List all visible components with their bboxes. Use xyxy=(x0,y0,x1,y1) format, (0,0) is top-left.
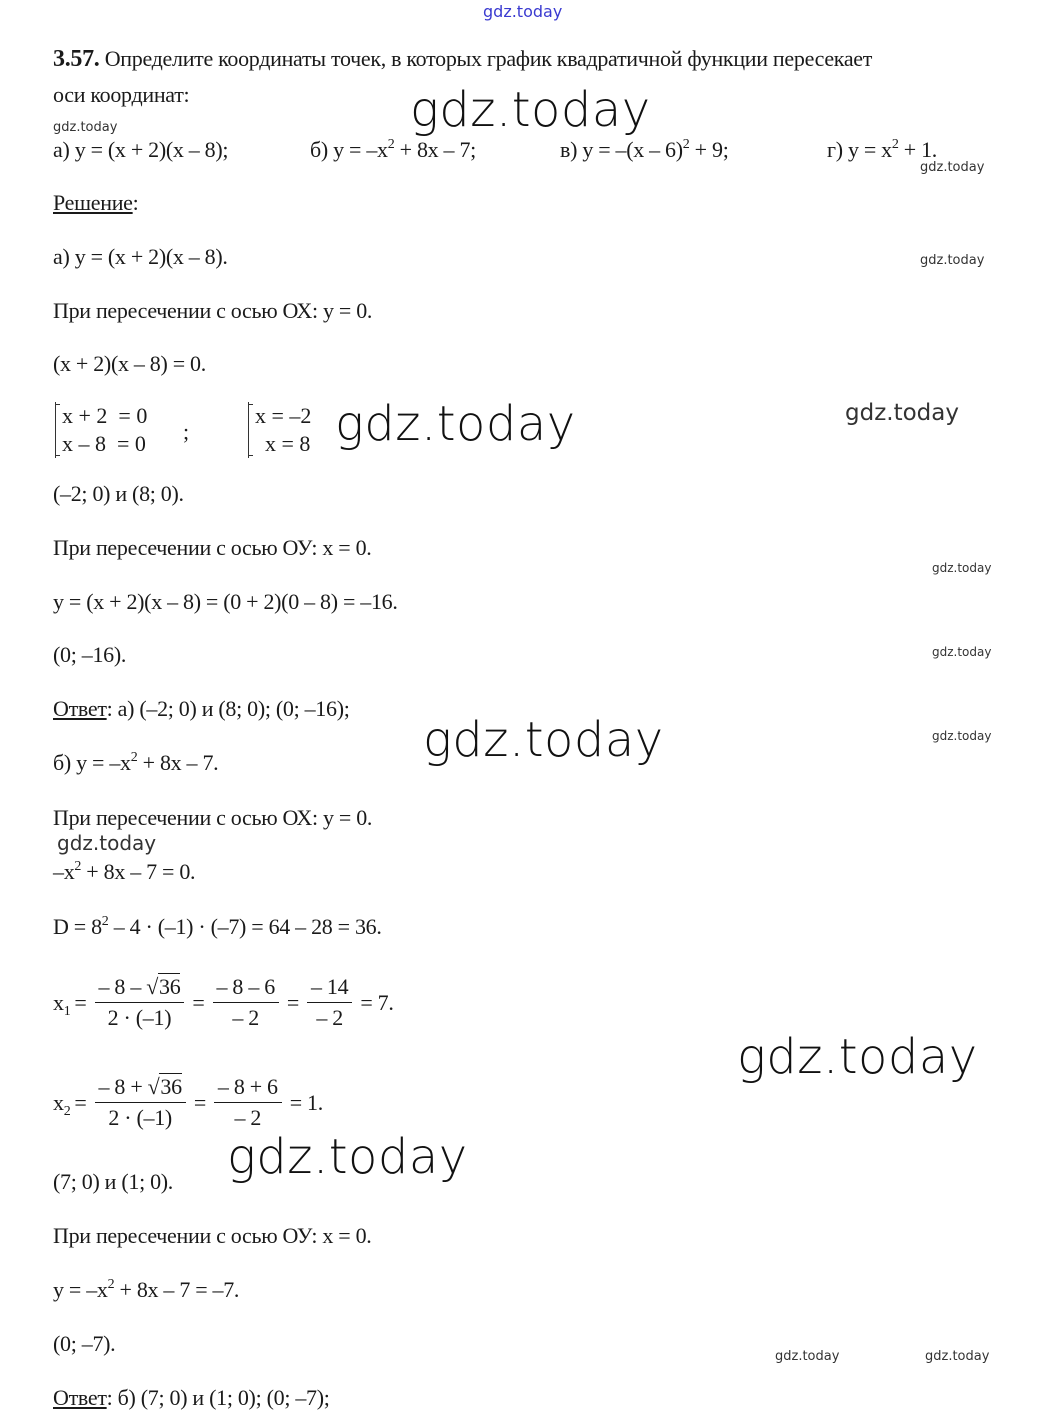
watermark: gdz.today xyxy=(57,831,157,855)
fraction: $\frac{- 8 - √36}{2 \cdot (-1)}$ xyxy=(95,972,185,1033)
watermark: gdz.today xyxy=(920,160,985,175)
part-a-point-oy: (0; –16). xyxy=(53,642,127,667)
option-g: г) $y = x^2 + 1$. xyxy=(827,137,937,162)
part-a-function: а) y = (x + 2)(x – 8). xyxy=(53,244,228,269)
root-x1: $x_1$ = $\frac{- 8 - √36}{2 \cdot (-1)}$ = $\frac{- 8 - 6}{- 2}$ = $\frac{- 14}{- 2}$ = 7. xyxy=(53,972,394,1033)
statement-text: Определите координаты точек, в которых график квадратичной функции пересекает xyxy=(99,46,873,71)
watermark: gdz.today xyxy=(932,561,992,575)
statement-cont: оси координат: xyxy=(53,82,190,107)
watermark: gdz.today xyxy=(410,82,651,138)
watermark: gdz.today xyxy=(737,1029,978,1085)
watermark: gdz.today xyxy=(335,396,576,452)
fraction: $\frac{- 8 - 6}{- 2}$ xyxy=(213,972,279,1033)
watermark: gdz.today xyxy=(775,1349,840,1364)
part-b-answer: Ответ: б) (7; 0) и (1; 0); (0; –7); xyxy=(53,1385,330,1410)
part-a-y-calc: y = (x + 2)(x – 8) = (0 + 2)(0 – 8) = –16. xyxy=(53,589,398,614)
part-a-answer: Ответ: а) (–2; 0) и (8; 0); (0; –16); xyxy=(53,696,350,721)
watermark: gdz.today xyxy=(53,120,118,135)
option-a: а) y = (x + 2)(x – 8); xyxy=(53,137,229,162)
part-b-ox: При пересечении с осью ОХ: y = 0. xyxy=(53,805,373,830)
system-2: x = –2 x = 8 xyxy=(248,402,311,458)
part-a-oy: При пересечении с осью ОУ: x = 0. xyxy=(53,535,372,560)
solution-heading: Решение: xyxy=(53,190,139,215)
part-a-ox: При пересечении с осью ОХ: y = 0. xyxy=(53,298,373,323)
watermark: gdz.today xyxy=(845,400,959,426)
watermark: gdz.today xyxy=(920,253,985,268)
fraction: $\frac{- 14}{- 2}$ xyxy=(307,972,352,1033)
watermark: gdz.today xyxy=(932,645,992,659)
discriminant: $D = 8^2 - 4 \cdot (-1) \cdot (-7) = 64 - 28 = 36$. xyxy=(53,914,382,939)
watermark: gdz.today xyxy=(925,1349,990,1364)
system-1: x + 2 = 0 x – 8 = 0 xyxy=(55,402,147,458)
problem-number: 3.57. xyxy=(53,46,100,72)
part-b-oy: При пересечении с осью ОУ: x = 0. xyxy=(53,1223,372,1248)
part-b-function: б) $y = -x^2 + 8x - 7$. xyxy=(53,750,219,775)
part-b-point-oy: (0; –7). xyxy=(53,1331,116,1356)
part-a-equation: (x + 2)(x – 8) = 0. xyxy=(53,351,206,376)
watermark: gdz.today xyxy=(932,729,992,743)
part-b-points-ox: (7; 0) и (1; 0). xyxy=(53,1169,174,1194)
watermark: gdz.today xyxy=(423,712,664,768)
watermark: gdz.today xyxy=(483,2,563,21)
watermark: gdz.today xyxy=(227,1129,468,1185)
part-b-equation: $-x^2 + 8x - 7 = 0$. xyxy=(53,859,196,884)
fraction: $\frac{- 8 + √36}{2 \cdot (-1)}$ xyxy=(95,1072,186,1133)
option-b: б) $y = -x^2 + 8x - 7$; xyxy=(310,137,476,162)
part-a-points-ox: (–2; 0) и (8; 0). xyxy=(53,481,184,506)
problem-statement xyxy=(53,45,872,73)
part-b-y-calc: $y = -x^2 + 8x - 7 = -7$. xyxy=(53,1277,240,1302)
semicolon: ; xyxy=(183,419,189,444)
option-v: в) y = –(x – 6)$^2$ + 9; xyxy=(560,137,729,162)
root-x2: $x_2$ = $\frac{- 8 + √36}{2 \cdot (-1)}$ = $\frac{- 8 + 6}{- 2}$ = 1. xyxy=(53,1072,323,1133)
fraction: $\frac{- 8 + 6}{- 2}$ xyxy=(214,1072,282,1133)
